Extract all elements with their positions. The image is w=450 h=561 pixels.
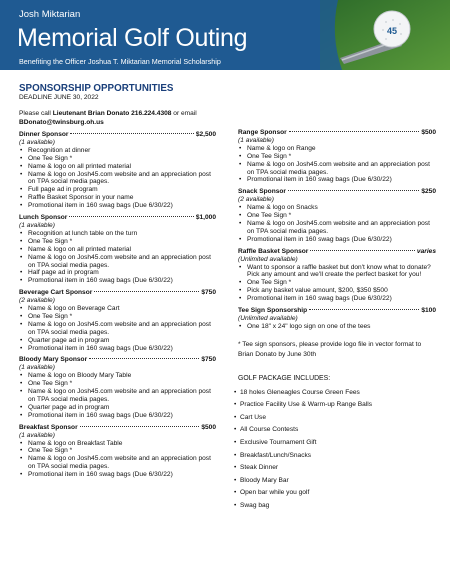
sponsor-price: $250 (421, 188, 436, 196)
sponsor-availability: (1 available) (19, 221, 55, 229)
contact-mid: or email (171, 110, 197, 117)
leader-dots (70, 133, 193, 134)
sponsor-availability: (Unlimited available) (238, 314, 298, 322)
right-column (238, 129, 436, 513)
sponsor-section (238, 248, 436, 303)
page-heading: SPONSORSHIP OPPORTUNITIES (19, 83, 174, 94)
sponsor-header (19, 214, 216, 222)
sponsor-section (19, 424, 216, 479)
sponsor-section (19, 131, 216, 210)
benefit-item: • Recognition at dinner (28, 147, 216, 155)
benefit-item: • Name & logo on Beverage Cart (28, 305, 216, 313)
benefit-item: • Promotional item in 160 swag bags (Due 6/30/22) (28, 471, 216, 479)
benefit-item: • Name & logo on all printed material (28, 163, 216, 171)
sponsor-name: Lunch Sponsor (19, 214, 68, 222)
benefit-item: • Half page ad in program (28, 269, 216, 277)
sponsor-header (238, 248, 436, 256)
benefit-item: • Recognition at lunch table on the turn (28, 230, 216, 238)
sponsor-availability: (2 available) (238, 196, 274, 204)
sponsor-name: Dinner Sponsor (19, 131, 69, 138)
sponsor-price: $500 (421, 129, 436, 136)
benefit-item: • Want to sponsor a raffle basket but don't know what to donate? Pick any amount and we'll create the perfect basket for you! (247, 264, 436, 280)
sponsor-section (19, 214, 216, 285)
benefit-item: • One Tee Sign * (28, 313, 216, 321)
leader-dots (288, 190, 419, 191)
benefit-item: • Name & logo on Josh45.com website and an appreciation post on TPA social media pages. (28, 455, 216, 471)
sponsor-name: Snack Sponsor (238, 188, 287, 196)
sponsor-section (19, 289, 216, 352)
benefit-item: • Name & logo on Snacks (247, 204, 436, 212)
benefit-item: • Quarter page ad in program (28, 404, 216, 412)
package-item: • Bloody Mary Bar (240, 475, 436, 488)
sponsor-name: Tee Sign Sponsorship (238, 307, 308, 315)
sponsor-header (238, 188, 436, 196)
package-item: • Cart Use (240, 412, 436, 425)
sponsor-availability: (1 available) (19, 364, 55, 372)
sponsor-header (19, 131, 216, 139)
sponsor-benefits (19, 440, 216, 480)
leader-dots (89, 358, 199, 359)
sponsor-benefits (238, 264, 436, 304)
sponsor-benefits (19, 372, 216, 419)
benefit-item: • Promotional item in 160 swag bags (Due 6/30/22) (247, 236, 436, 244)
benefit-item: • Name & logo on Josh45.com website and an appreciation post on TPA social media pages. (247, 161, 436, 177)
package-item: • 18 holes Gleneagles Course Green Fees (240, 387, 436, 400)
sponsor-section (238, 188, 436, 243)
benefit-item: • One Tee Sign * (247, 153, 436, 161)
sponsor-availability: (1 available) (238, 136, 274, 144)
benefit-item: • Name & logo on Breakfast Table (28, 440, 216, 448)
sponsor-section (238, 129, 436, 184)
sponsor-name: Beverage Cart Sponsor (19, 289, 93, 297)
sponsor-benefits (19, 230, 216, 285)
sponsor-name: Bloody Mary Sponsor (19, 356, 88, 364)
leader-dots (69, 216, 193, 217)
banner-title: Memorial Golf Outing (17, 24, 248, 52)
sponsor-availability: (1 available) (19, 431, 55, 439)
benefit-item: • Promotional item in 160 swag bags (Due 6/30/22) (28, 202, 216, 210)
benefit-item: • Name & logo on all printed material (28, 246, 216, 254)
banner-subtitle: Benefiting the Officer Joshua T. Miktarian Memorial Scholarship (19, 57, 221, 66)
leader-dots (310, 250, 415, 251)
benefit-item: • Name & logo on Range (247, 145, 436, 153)
sponsor-benefits (238, 204, 436, 244)
benefit-item: • Name & logo on Josh45.com website and an appreciation post on TPA social media pages. (28, 388, 216, 404)
sponsor-name: Range Sponsor (238, 129, 287, 136)
sponsor-price: $500 (201, 423, 216, 431)
sponsor-price: $1,000 (195, 214, 216, 222)
contact-info (19, 110, 229, 127)
benefit-item: • Pick any basket value amount, $200, $350 $500 (247, 287, 436, 295)
package-item: • Swag bag (240, 500, 436, 513)
contact-name: Lieutenant Brian Donato 216.224.4308 (52, 110, 172, 117)
benefit-item: • One Tee Sign * (28, 447, 216, 455)
leader-dots (94, 291, 199, 292)
sponsor-header (19, 424, 216, 432)
benefit-item: • Name & logo on Josh45.com website and an appreciation post on TPA social media pages. (28, 171, 216, 187)
sponsor-name: Breakfast Sponsor (19, 423, 78, 431)
benefit-item: • Promotional item in 160 swag bags (Due 6/30/22) (247, 295, 436, 303)
package-item: • Breakfast/Lunch/Snacks (240, 450, 436, 463)
sponsor-price: varies (416, 247, 436, 255)
package-item: • Practice Facility Use & Warm-up Range Balls (240, 399, 436, 412)
benefit-item: • One Tee Sign * (247, 279, 436, 287)
sponsor-header (19, 289, 216, 297)
contact-prefix: Please call (19, 110, 53, 117)
sponsor-benefits (19, 305, 216, 352)
sponsor-price: $2,500 (195, 131, 216, 138)
ball-number: 45 (386, 26, 398, 36)
package-item: • Open bar while you golf (240, 487, 436, 500)
benefit-item: • Name & logo on Josh45.com website and an appreciation post on TPA social media pages. (247, 220, 436, 236)
benefit-item: • One 18" x 24" logo sign on one of the tees (247, 323, 436, 331)
benefit-item: • Promotional item in 160 swag bags (Due 6/30/22) (28, 277, 216, 285)
sponsor-availability: (1 available) (19, 138, 55, 146)
package-item: • All Course Contests (240, 424, 436, 437)
benefit-item: • Promotional item in 160 swag bags (Due 6/30/22) (28, 412, 216, 420)
sponsor-name: Raffle Basket Sponsor (238, 247, 309, 255)
sponsor-benefits (19, 147, 216, 210)
sponsor-section (238, 307, 436, 331)
leader-dots (309, 309, 419, 310)
benefit-item: • One Tee Sign * (28, 380, 216, 388)
golf-package-title: GOLF PACKAGE INCLUDES: (238, 374, 331, 382)
sponsor-availability: (Unlimited available) (238, 255, 298, 263)
right-sponsor-list (238, 129, 436, 331)
benefit-item: • One Tee Sign * (28, 155, 216, 163)
sponsor-price: $100 (421, 307, 436, 315)
banner-name: Josh Miktarian (19, 9, 81, 20)
benefit-item: • Name & logo on Bloody Mary Table (28, 372, 216, 380)
benefit-item: • Promotional item in 160 swag bags (Due 6/30/22) (247, 176, 436, 184)
tee-sign-note: * Tee sign sponsors, please provide logo file in vector format to Brian Donato by June 30th (238, 340, 422, 358)
sponsor-benefits (238, 323, 436, 331)
sponsor-availability: (2 available) (19, 297, 55, 305)
package-item: • Exclusive Tournament Gift (240, 437, 436, 450)
benefit-item: • One Tee Sign * (28, 238, 216, 246)
benefit-item: • Quarter page ad in program (28, 337, 216, 345)
sponsor-header (19, 356, 216, 364)
leader-dots (289, 131, 420, 132)
benefit-item: • Name & logo on Josh45.com website and an appreciation post on TPA social media pages. (28, 321, 216, 337)
sponsor-header (238, 307, 436, 315)
golf-package-list (238, 387, 436, 513)
leader-dots (80, 426, 200, 427)
benefit-item: • Full page ad in program (28, 186, 216, 194)
sponsor-price: $750 (201, 289, 216, 297)
package-item: • Steak Dinner (240, 462, 436, 475)
benefit-item: • One Tee Sign * (247, 212, 436, 220)
golf-ball-image (320, 0, 450, 70)
sponsor-header (238, 129, 436, 137)
sponsor-price: $750 (201, 356, 216, 364)
sponsor-section (19, 356, 216, 419)
deadline: DEADLINE JUNE 30, 2022 (19, 94, 99, 101)
sponsor-benefits (238, 145, 436, 185)
left-column (19, 131, 216, 483)
benefit-item: • Name & logo on Josh45.com website and an appreciation post on TPA social media pages. (28, 254, 216, 270)
contact-email[interactable]: BDonato@twinsburg.oh.us (19, 118, 104, 126)
benefit-item: • Raffle Basket Sponsor in your name (28, 194, 216, 202)
benefit-item: • Promotional item in 160 swag bags (Due 6/30/22) (28, 345, 216, 353)
header-banner (0, 0, 450, 70)
